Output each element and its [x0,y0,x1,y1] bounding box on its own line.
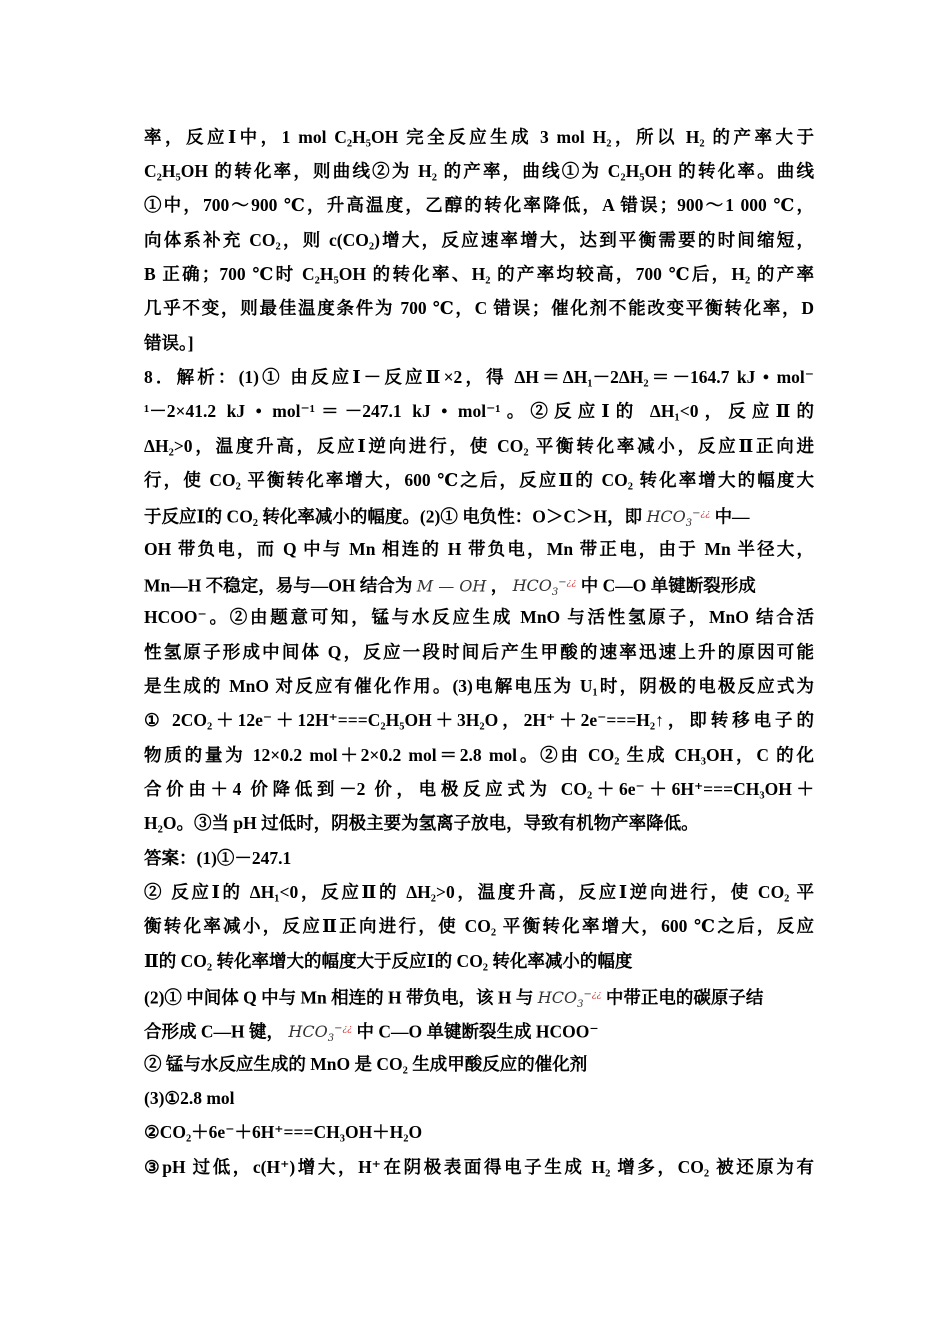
text-line: 几乎不变，则最佳温度条件为 700 ℃，C 错误；催化剂不能改变平衡转化率，D [144,298,814,318]
text-line [144,502,814,537]
text-line: ①中，700～900 ℃，升高温度，乙醇的转化率降低，A 错误；900～1 000 ℃， [144,195,814,215]
answer-heading: 答案：(1)①－247.1 [144,848,292,868]
text-line: ΔH₂>0，温度升高，反应Ⅰ逆向进行，使 CO₂ 平衡转化率减小，反应Ⅱ正向进 [144,436,814,456]
text-fragment: 中— [714,506,750,527]
text-line: H₂O。③当 pH 过低时，阴极主要为氢离子放电，导致有机物产率降低。 [144,813,699,833]
text-line: 行，使 CO₂ 平衡转化率增大，600 ℃之后，反应Ⅱ的 CO₂ 转化率增大的幅度大 [144,470,814,490]
text-line: ② 锰与水反应生成的 MnO 是 CO₂ 生成甲酸反应的催化剂 [144,1054,588,1074]
text-line: 合价由＋4 价降低到－2 价，电极反应式为 CO₂＋6e⁻＋6H⁺===CH₃OH＋ [144,779,814,799]
text-line: ③pH 过低，c(H⁺)增大，H⁺在阴极表面得电子生成 H₂ 增多，CO₂ 被还原为有 [144,1157,814,1177]
text-fragment: 合形成 C—H 键， [144,1021,284,1042]
text-line: ① 2CO₂＋12e⁻＋12H⁺===C₂H₅OH＋3H₂O，2H⁺＋2e⁻===H₂↑，即转移电子的 [144,710,814,730]
text-line: ② 反应Ⅰ的 ΔH₁<0，反应Ⅱ的 ΔH₂>0，温度升高，反应Ⅰ逆向进行，使 CO₂ 平 [144,882,814,902]
hco3-formula: $HCO_3^{-¿¿}$ [288,1022,353,1045]
text-line: ②CO₂＋6e⁻＋6H⁺===CH₃OH＋H₂O [144,1122,423,1142]
text-fragment: 于反应Ⅰ的 CO₂ 转化率减小的幅度。(2)① 电负性：O＞C＞H，即 [144,506,643,527]
text-line: 8．解析：(1)① 由反应Ⅰ－反应Ⅱ×2，得 ΔH＝ΔH₁－2ΔH₂＝－164.7 kJ • mol⁻ [144,367,814,387]
text-line: 性氢原子形成中间体 Q，反应一段时间后产生甲酸的速率迅速上升的原因可能 [144,642,814,662]
text-fragment: 中 C—O 单键断裂生成 HCOO⁻ [356,1021,599,1042]
text-line: C₂H₅OH 的转化率，则曲线②为 H₂ 的产率，曲线①为 C₂H₅OH 的转化率。曲线 [144,161,814,181]
text-fragment: Mn—H 不稳定，易与—OH 结合为 [144,575,413,596]
text-line: 是生成的 MnO 对反应有催化作用。(3)电解电压为 U₁时，阴极的电极反应式为 [144,676,814,696]
text-line: (3)①2.8 mol [144,1088,235,1108]
text-line [144,1017,814,1052]
text-line: ¹－2×41.2 kJ • mol⁻¹＝－247.1 kJ • mol⁻¹。②反应Ⅰ的 ΔH₁<0，反应Ⅱ的 [144,401,814,421]
hco3-formula: $HCO_3^{-¿¿}$ [512,576,577,599]
text-line: Ⅱ的 CO₂ 转化率增大的幅度大于反应Ⅰ的 CO₂ 转化率减小的幅度 [144,951,633,971]
text-line: HCOO⁻。②由题意可知，锰与水反应生成 MnO 与活性氢原子，MnO 结合活 [144,607,814,627]
text-line: 率，反应Ⅰ中，1 mol C₂H₅OH 完全反应生成 3 mol H₂，所以 H₂ 的产率大于 [144,127,814,147]
text-line [144,571,814,606]
text-line: 错误。] [144,333,194,353]
text-fragment: 中带正电的碳原子结 [605,987,764,1008]
text-fragment: 中 C—O 单键断裂形成 [580,575,756,596]
hco3-formula: $HCO_3^{-¿¿}$ [646,507,711,530]
hco3-formula: $HCO_3^{-¿¿}$ [537,988,602,1011]
text-line [144,983,814,1018]
text-line: B 正确；700 ℃时 C₂H₅OH 的转化率、H₂ 的产率均较高，700 ℃后，H₂ 的产率 [144,264,814,284]
text-fragment: (2)① 中间体 Q 中与 Mn 相连的 H 带负电，该 H 与 [144,987,534,1008]
text-line: OH 带负电，而 Q 中与 Mn 相连的 H 带负电，Mn 带正电，由于 Mn 半径大， [144,539,814,559]
text-line: 物质的量为 12×0.2 mol＋2×0.2 mol＝2.8 mol。②由 CO₂ 生成 CH₃OH，C 的化 [144,745,814,765]
text-line: 衡转化率减小，反应Ⅱ正向进行，使 CO₂ 平衡转化率增大，600 ℃之后，反应 [144,916,814,936]
text-line: 向体系补充 CO₂，则 c(CO₂)增大，反应速率增大，达到平衡需要的时间缩短， [144,230,814,250]
text-fragment: ， [490,575,509,596]
m-oh-formula: M — OH [416,576,487,596]
